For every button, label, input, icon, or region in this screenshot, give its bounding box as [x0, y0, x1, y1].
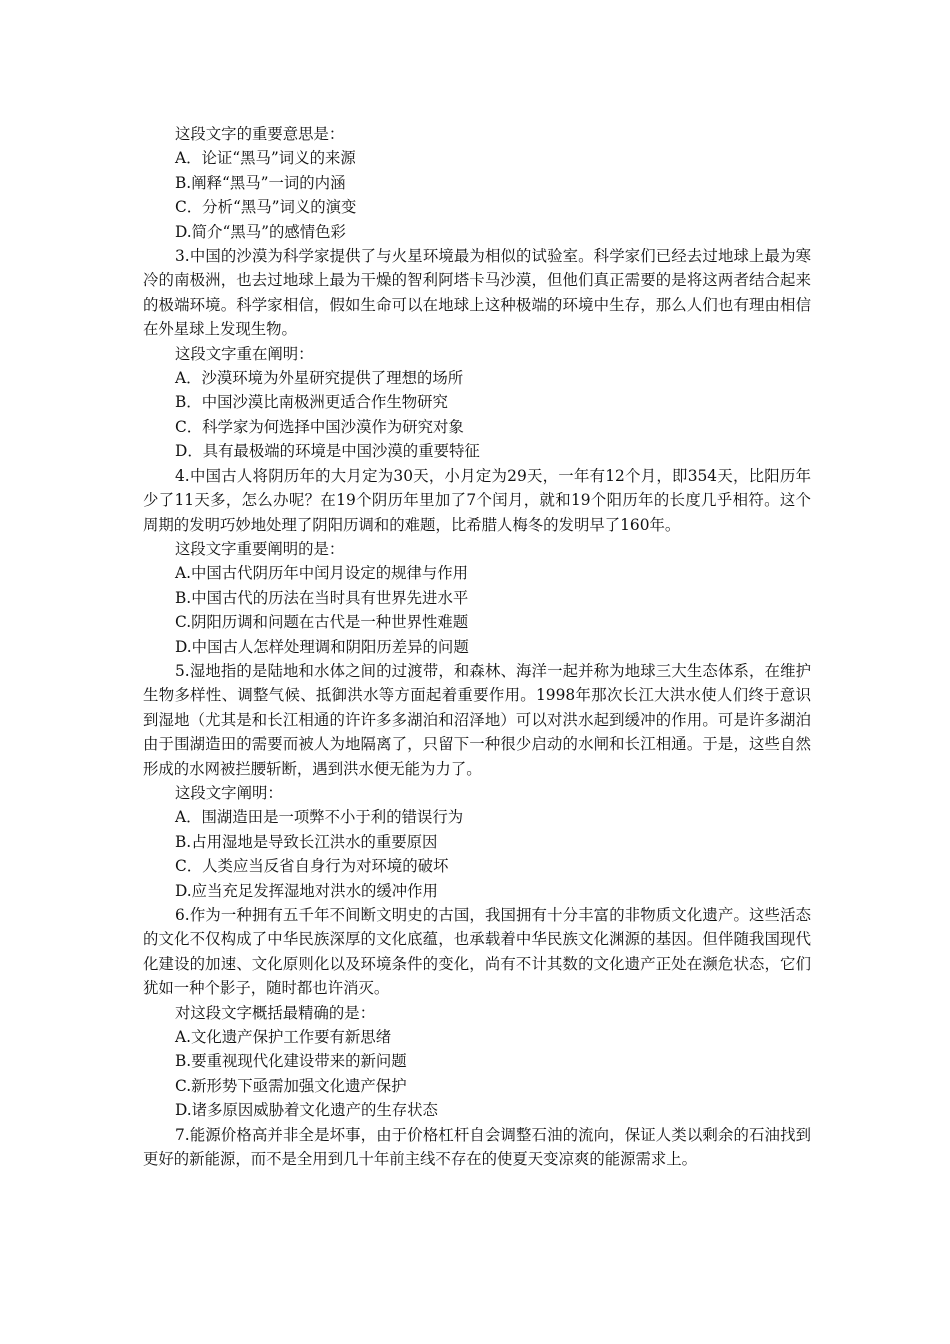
option-b: B.占用湿地是导致长江洪水的重要原因 [175, 832, 438, 851]
question-stem: 这段文字的重要意思是： [175, 125, 345, 143]
option-d: D．具有最极端的环境是中国沙漠的重要特征 [175, 442, 480, 461]
option-c: C．分析“黑马”词义的演变 [175, 198, 357, 217]
option-c: C.阴阳历调和问题在古代是一种世界性难题 [175, 613, 469, 632]
option-c: C.新形势下亟需加强文化遗产保护 [175, 1076, 407, 1095]
passage-q3: 3.中国的沙漠为科学家提供了与火星环境最为相似的试验室。科学家们已经去过地球上最为寒冷的南极洲，也去过地球上最为干燥的智利阿塔卡马沙漠，但他们真正需要的是将这两者结合起来的极端环境。科学家相信，假如生命可以在地球上这种极端的环境中生存，那么人们也有理由相信在外星球上发现生物。 [143, 247, 811, 339]
option-d: D.简介“黑马”的感情色彩 [175, 222, 346, 241]
passage-q6: 6.作为一种拥有五千年不间断文明史的古国，我国拥有十分丰富的非物质文化遗产。这些活态的文化不仅构成了中华民族深厚的文化底蕴，也承载着中华民族文化渊源的基因。但伴随我国现代化建设的加速、文化原则化以及环境条件的变化，尚有不计其数的文化遗产正处在濒危状态，它们犹如一种个影子，随时都也许消灭。 [143, 906, 811, 998]
question-stem: 对这段文字概括最精确的是： [175, 1003, 376, 1022]
question-stem: 这段文字重要阐明的是： [175, 539, 345, 558]
passage-q5: 5.湿地指的是陆地和水体之间的过渡带，和森林、海洋一起并称为地球三大生态体系，在维护生物多样性、调整气候、抵御洪水等方面起着重要作用。1998年那次长江大洪水使人们终于意识到湿地（尤其是和长江相通的许许多多湖泊和沼泽地）可以对洪水起到缓冲的作用。可是许多湖泊由于围湖造田的需要而被人为地隔离了，只留下一种很少启动的水闸和长江相通。于是，这些自然形成的水网被拦腰斩断，遇到洪水便无能为力了。 [143, 661, 811, 778]
option-a: A．围湖造田是一项弊不小于利的错误行为 [175, 808, 464, 827]
question-stem: 这段文字重在阐明： [175, 344, 314, 363]
option-a: A．论证“黑马”词义的来源 [175, 149, 356, 168]
passage-q4: 4.中国古人将阴历年的大月定为30天，小月定为29天，一年有12个月，即354天，比阳历年少了11天多，怎么办呢？在19个阴历年里加了7个闰月，就和19个阳历年的长度几乎相符。这个周期的发明巧妙地处理了阴阳历调和的难题，比希腊人梅冬的发明早了160年。 [143, 466, 811, 534]
option-d: D.诸多原因威胁着文化遗产的生存状态 [175, 1101, 438, 1120]
option-b: B.阐释“黑马”一词的内涵 [175, 173, 346, 192]
passage-q7: 7.能源价格高并非全是坏事，由于价格杠杆自会调整石油的流向，保证人类以剩余的石油找到更好的新能源，而不是全用到几十年前主线不存在的使夏天变凉爽的能源需求上。 [143, 1125, 811, 1169]
option-a: A．沙漠环境为外星研究提供了理想的场所 [175, 369, 464, 388]
option-b: B.要重视现代化建设带来的新问题 [175, 1052, 407, 1071]
option-d: D.中国古人怎样处理调和阴阳历差异的问题 [175, 637, 469, 656]
option-b: B.中国古代的历法在当时具有世界先进水平 [175, 588, 469, 607]
document-page [143, 122, 811, 1171]
option-a: A.文化遗产保护工作要有新思绪 [175, 1028, 392, 1047]
option-c: C．人类应当反省自身行为对环境的破坏 [175, 857, 449, 876]
option-b: B．中国沙漠比南极洲更适合作生物研究 [175, 393, 448, 412]
question-stem: 这段文字阐明： [175, 783, 283, 802]
option-d: D.应当充足发挥湿地对洪水的缓冲作用 [175, 881, 438, 900]
option-c: C．科学家为何选择中国沙漠作为研究对象 [175, 417, 464, 436]
option-a: A.中国古代阴历年中闰月设定的规律与作用 [175, 564, 469, 583]
